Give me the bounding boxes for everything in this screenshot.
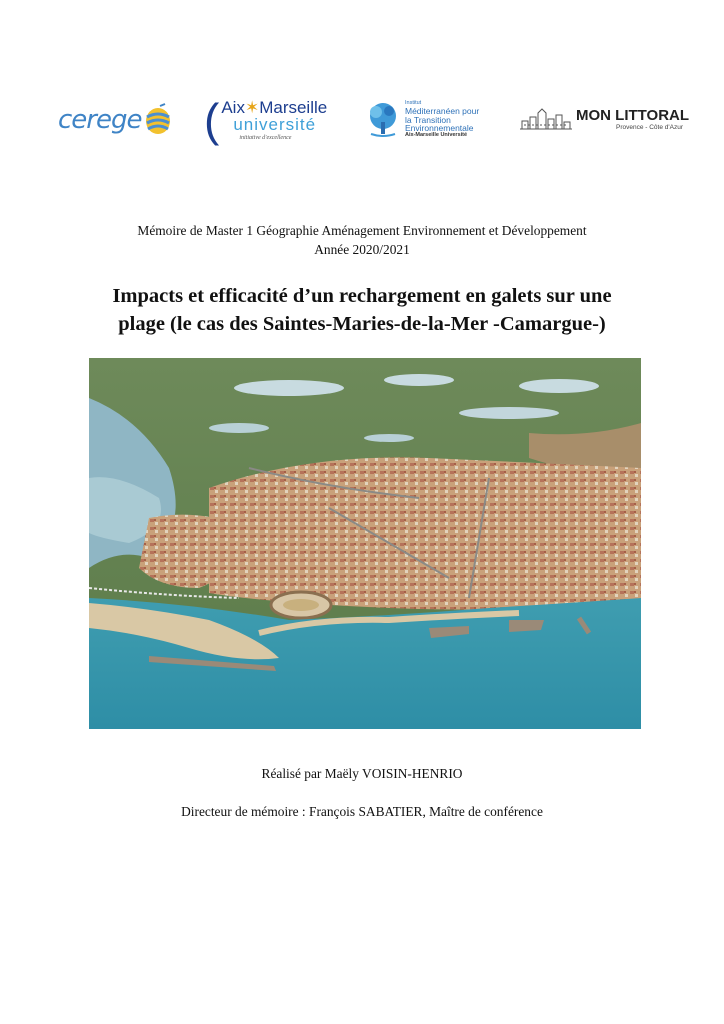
- logo-bar: [0, 90, 724, 150]
- mon-littoral-title: MON LITTORAL: [576, 107, 690, 125]
- cerege-logo: [58, 90, 178, 150]
- imt-logo: [365, 90, 505, 150]
- amu-line3: initiative d'excellence: [239, 135, 292, 141]
- aerial-photo: [89, 358, 641, 729]
- director-line: Directeur de mémoire : François SABATIER, Maître de conférence: [181, 804, 543, 819]
- imt-line1: Institut: [405, 99, 422, 106]
- aerial-photo-illustration: [89, 358, 641, 729]
- amu-bracket-icon: (: [204, 94, 220, 146]
- cerege-wordmark: cerege: [58, 105, 142, 135]
- memoire-header: [0, 221, 724, 259]
- memoire-year: Année 2020/2021: [314, 242, 410, 257]
- memoire-degree: Mémoire de Master 1 Géographie Aménagement Environnement et Développement: [137, 223, 587, 238]
- imt-line4: Environnementale: [405, 123, 474, 134]
- imt-line2: Méditerranéen pour: [405, 105, 480, 116]
- mon-littoral-subtitle: Provence - Côte d'Azur: [616, 124, 683, 132]
- amu-line1: Aix✶Marseille: [221, 98, 328, 117]
- imt-line3: la Transition: [405, 114, 451, 125]
- imt-line5: Aix-Marseille Université: [405, 132, 468, 139]
- aix-marseille-universite-logo: [204, 90, 334, 150]
- mon-littoral-logo: [520, 90, 700, 150]
- amu-line2: université: [233, 115, 317, 134]
- page-title: [0, 282, 724, 338]
- title-line1: Impacts et efficacité d’un rechargement en galets sur une: [112, 285, 612, 307]
- title-line2: plage (le cas des Saintes-Maries-de-la-Mer -Camargue-): [118, 313, 606, 335]
- author-line: Réalisé par Maëly VOISIN-HENRIO: [261, 766, 463, 781]
- city-skyline-icon: [520, 107, 572, 133]
- cerege-globe-icon: [143, 103, 173, 137]
- tree-globe-icon: [365, 100, 401, 140]
